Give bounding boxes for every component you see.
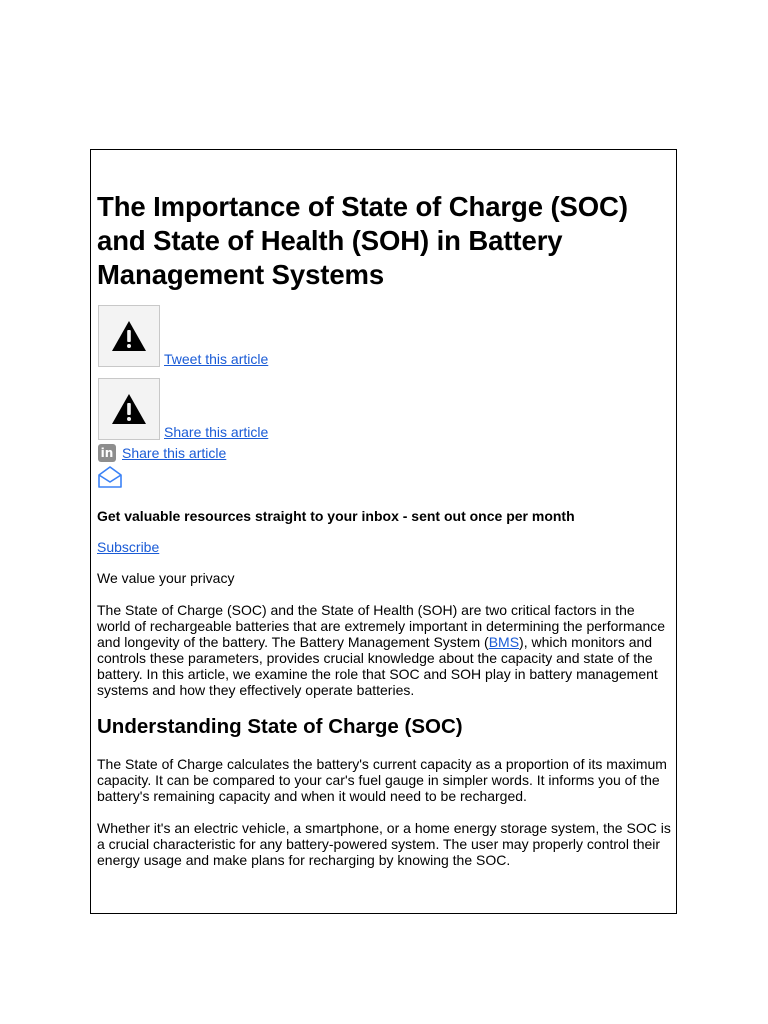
article-frame: [90, 149, 677, 914]
article-title: The Importance of State of Charge (SOC) and State of Health (SOH) in Battery Management Systems: [97, 191, 628, 290]
tweet-article-link[interactable]: Tweet this article: [164, 351, 269, 367]
linkedin-share-row: [97, 442, 671, 464]
newsletter-headline: Get valuable resources straight to your inbox - sent out once per month: [97, 508, 575, 524]
share-row-1: [97, 376, 671, 440]
soc-paragraph-2: Whether it's an electric vehicle, a smartphone, or a home energy storage system, the SOC is a crucial characteristic for any battery-powered system. The user may properly control their energy usage and make plans for recharging by knowing the SOC.: [97, 820, 671, 868]
privacy-text: We value your privacy: [97, 570, 235, 586]
soc-paragraph-1: The State of Charge calculates the battery's current capacity as a proportion of its maximum capacity. It can be compared to your car's fuel gauge in simpler words. It informs you of the battery's remaining capacity and when it would need to be recharged.: [97, 756, 667, 804]
section-heading-soc: Understanding State of Charge (SOC): [97, 715, 463, 738]
subscribe-row: [97, 539, 671, 555]
broken-image-placeholder: [98, 378, 160, 440]
intro-text-after: ), which monitors and controls these parameters, provides crucial knowledge about the capacity and state of the battery. In this article, we examine the role that SOC and SOH play in battery management systems and how they effectively operate batteries.: [97, 634, 658, 698]
share-block: [97, 303, 671, 490]
warning-icon: [111, 393, 147, 425]
linkedin-share-link[interactable]: Share this article: [122, 445, 227, 461]
envelope-icon[interactable]: [97, 464, 123, 490]
intro-text-before: The State of Charge (SOC) and the State of Health (SOH) are two critical factors in the world of rechargeable batteries that are extremely important in determining the performance and longevity of the battery. The Battery Management System (: [97, 602, 666, 650]
article-content: [97, 150, 671, 868]
linkedin-icon[interactable]: in: [98, 444, 116, 462]
warning-icon: [111, 320, 147, 352]
subscribe-link[interactable]: Subscribe: [97, 539, 160, 555]
share-article-link[interactable]: Share this article: [164, 424, 269, 440]
intro-paragraph: [97, 602, 671, 698]
mail-row: [97, 464, 671, 490]
tweet-row: [97, 303, 671, 367]
broken-image-placeholder: [98, 305, 160, 367]
bms-link[interactable]: BMS: [488, 634, 520, 650]
